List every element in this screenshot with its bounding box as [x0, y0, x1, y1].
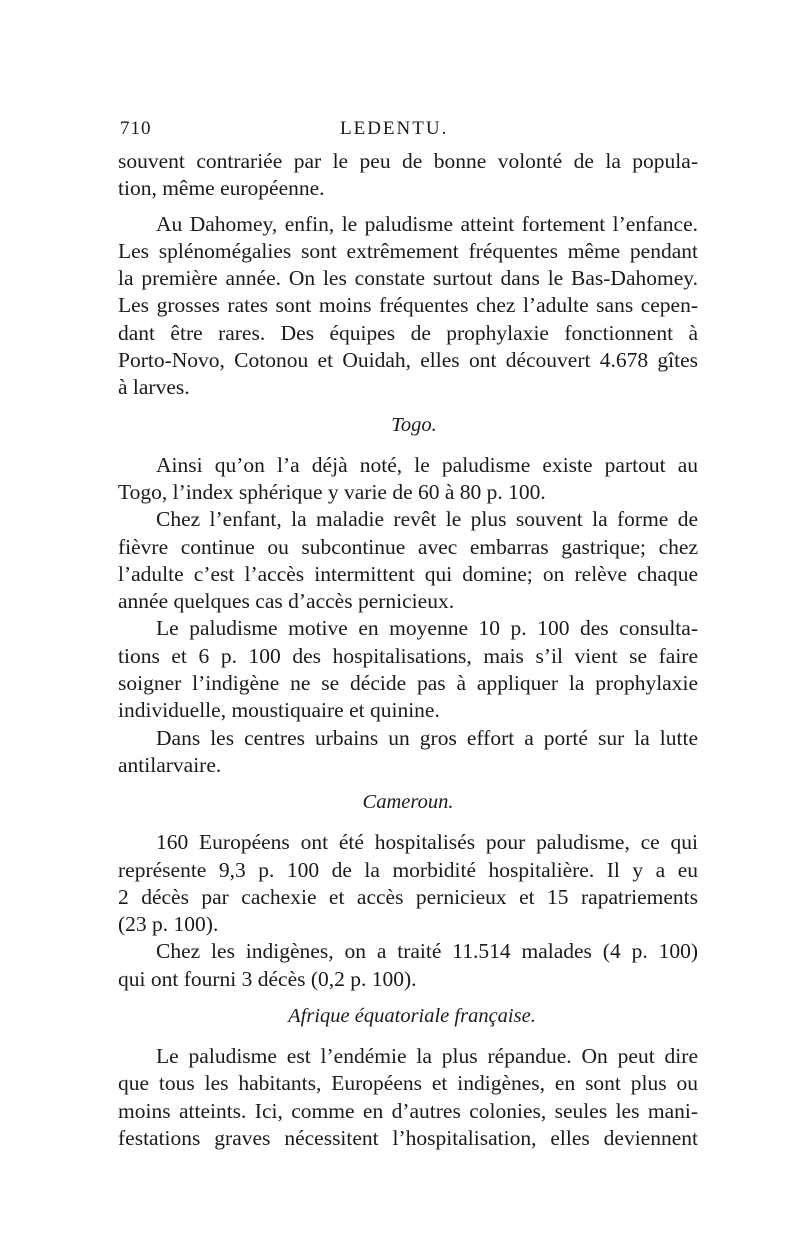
running-title: LEDENTU.	[340, 118, 449, 139]
text-line: souvent contrariée par le peu de bonne volonté de la popula-	[118, 149, 698, 173]
text-line: représente 9,3 p. 100 de la morbidité hospitalière. Il y a eu	[118, 857, 698, 882]
text-line: qui ont fourni 3 décès (0,2 p. 100).	[118, 966, 417, 991]
text-line: (23 p. 100).	[118, 912, 219, 937]
text-line: l’adulte c’est l’accès intermittent qui domine; on relève chaque	[118, 561, 698, 586]
paragraph	[118, 829, 698, 938]
text-line: Chez les indigènes, on a traité 11.514 malades (4 p. 100)	[156, 939, 698, 964]
text-line: année quelques cas d’accès pernicieux.	[118, 589, 455, 614]
text-line: Au Dahomey, enfin, le paludisme atteint fortement l’enfance.	[156, 211, 698, 236]
text-line: soigner l’indigène ne se décide pas à appliquer la prophylaxie	[118, 671, 698, 696]
paragraph	[118, 506, 698, 615]
text-line: Les splénomégalies sont extrêmement fréquentes même pendant	[118, 238, 698, 263]
running-head	[118, 118, 698, 148]
text-line: tions et 6 p. 100 des hospitalisations, mais s’il vient se faire	[118, 643, 698, 668]
text-line: Dans les centres urbains un gros effort a porté sur la lutte	[156, 725, 698, 750]
paragraph	[118, 615, 698, 724]
section-heading-afrique: Afrique équatoriale française.	[288, 1005, 536, 1028]
text-line: 2 décès par cachexie et accès pernicieux et 15 rapatriements	[118, 884, 698, 909]
text-line: la première année. On les constate surtout dans le Bas-Dahomey.	[118, 266, 698, 291]
text-line: fièvre continue ou subcontinue avec embarras gastrique; chez	[118, 534, 698, 559]
text-line: tion, même européenne.	[118, 176, 325, 201]
paragraph	[118, 725, 698, 780]
paragraph-dahomey	[118, 211, 698, 402]
paragraph	[118, 1043, 698, 1152]
text-line: antilarvaire.	[118, 752, 222, 777]
text-line: à larves.	[118, 375, 190, 400]
section-heading-cameroun: Cameroun.	[362, 791, 454, 814]
section-heading-togo: Togo.	[391, 413, 437, 436]
paragraph	[118, 452, 698, 507]
paragraph	[118, 938, 698, 993]
text-line: Chez l’enfant, la maladie revêt le plus souvent la forme de	[156, 507, 698, 532]
text-line: dant être rares. Des équipes de prophylaxie fonctionnent à	[118, 320, 698, 345]
book-page	[118, 118, 698, 1152]
section-togo	[118, 410, 698, 780]
text-line: Les grosses rates sont moins fréquentes chez l’adulte sans cepen-	[118, 293, 698, 318]
text-line: Le paludisme est l’endémie la plus répandue. On peut dire	[156, 1044, 698, 1069]
text-line: que tous les habitants, Européens et indigènes, en sont plus ou	[118, 1071, 698, 1096]
text-line: individuelle, moustiquaire et quinine.	[118, 698, 440, 723]
section-cameroun	[118, 787, 698, 993]
text-line: Ainsi qu’on l’a déjà noté, le paludisme existe partout au	[156, 452, 698, 477]
page-number: 710	[120, 118, 152, 139]
text-line: 160 Européens ont été hospitalisés pour paludisme, ce qui	[156, 830, 698, 855]
text-line: Togo, l’index sphérique y varie de 60 à 80 p. 100.	[118, 479, 546, 504]
text-line: Porto-Novo, Cotonou et Ouidah, elles ont découvert 4.678 gîtes	[118, 348, 698, 373]
section-afrique-equatoriale	[118, 1001, 698, 1152]
paragraph-continuation	[118, 148, 698, 203]
text-line: Le paludisme motive en moyenne 10 p. 100 des consulta-	[156, 616, 698, 641]
text-line: moins atteints. Ici, comme en d’autres colonies, seules les mani-	[118, 1098, 698, 1123]
text-line: festations graves nécessitent l’hospitalisation, elles deviennent	[118, 1125, 698, 1150]
